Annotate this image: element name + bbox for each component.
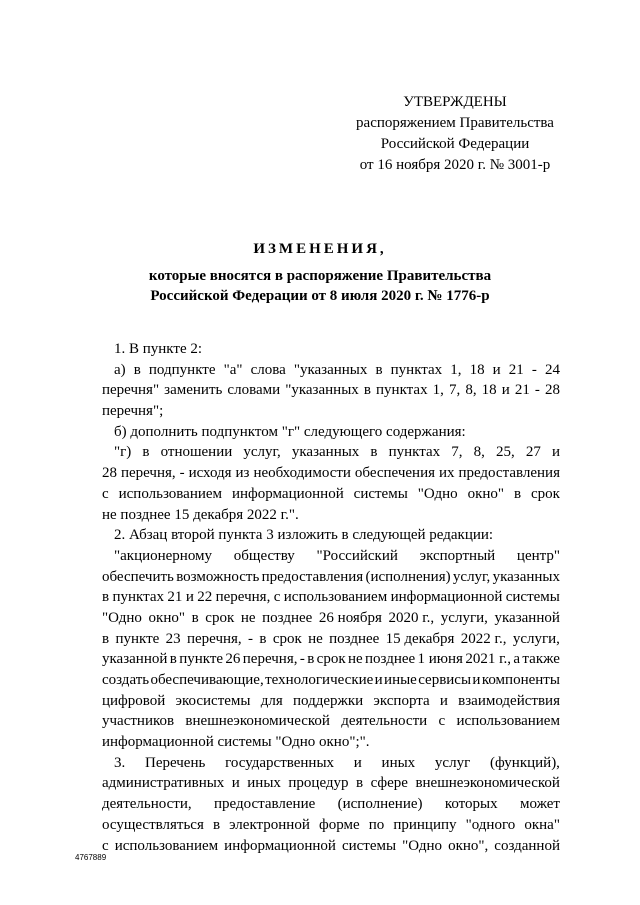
text-word: срок <box>316 651 346 668</box>
text-word: подпункте <box>148 361 216 378</box>
text-word: деятельности, <box>102 796 192 813</box>
text-word: и <box>472 672 481 688</box>
text-word: слова <box>250 361 286 378</box>
text-word: окно" <box>148 609 185 626</box>
text-word: использованием <box>456 713 560 730</box>
text-line <box>102 463 560 484</box>
text-word: принципу <box>393 816 457 833</box>
text-word: услуги, <box>440 609 488 626</box>
text-word: возможность <box>176 568 260 585</box>
text-word: использованием <box>118 485 223 502</box>
text-line <box>102 649 560 670</box>
text-word: и <box>374 672 383 688</box>
text-word: форме <box>318 816 360 833</box>
text-word: услуг, <box>243 444 281 461</box>
text-word: информационной <box>224 837 336 854</box>
footer-document-code: 4767889 <box>75 853 107 862</box>
text-word: не позднее 15 декабря 2022 г.". <box>102 506 299 523</box>
text-word: перечня, <box>186 630 242 647</box>
text-word: - <box>248 630 254 647</box>
text-word: "Одно <box>417 485 458 502</box>
text-word: услуг <box>434 754 471 771</box>
text-word: б) дополнить подпунктом "г" следующего содержания: <box>114 423 466 440</box>
document-body <box>102 339 560 856</box>
text-word: 2021 г., <box>465 651 512 668</box>
text-word: взаимодействия <box>458 692 560 709</box>
text-word: 7, <box>448 382 461 399</box>
text-word: процедур <box>288 775 349 792</box>
text-word: а <box>513 651 521 668</box>
text-line <box>102 525 560 546</box>
text-word: "г) <box>114 444 132 461</box>
text-word: 1, <box>432 382 444 399</box>
text-word: 26 ноября <box>318 609 382 626</box>
text-word: цифровой <box>102 692 166 709</box>
text-word: и <box>439 692 448 709</box>
text-word: 25, <box>495 444 515 461</box>
text-line <box>102 484 560 505</box>
text-word: информационной <box>390 589 503 606</box>
text-word: и <box>492 361 501 378</box>
text-word: сервисы <box>418 672 472 688</box>
text-line <box>102 815 560 836</box>
text-word: "указанных <box>293 361 368 378</box>
text-word: "акционерному <box>114 547 213 564</box>
approval-block <box>340 92 570 176</box>
text-word: с <box>273 589 281 606</box>
text-word: в <box>212 816 221 833</box>
text-word: обеспечить <box>102 568 174 585</box>
text-word: - <box>299 651 305 668</box>
text-word: 18 <box>481 382 497 399</box>
text-word: в <box>375 361 383 378</box>
text-word: с <box>102 485 109 502</box>
text-line <box>102 773 560 794</box>
text-word: из <box>235 465 250 482</box>
text-word: обеспечения <box>354 465 435 482</box>
text-word: 27 <box>525 444 541 461</box>
text-word: в <box>363 382 371 399</box>
text-word: и <box>551 444 560 461</box>
text-line <box>102 505 560 526</box>
text-word: перечня, <box>120 465 176 482</box>
text-word: в <box>356 775 364 792</box>
text-word: использованием <box>283 589 388 606</box>
text-word: в <box>307 651 315 668</box>
text-word: 2. Абзац второй пункта 3 изложить в следующей редакции: <box>114 527 494 544</box>
text-word: административных <box>102 775 225 792</box>
text-word: окно" <box>467 485 505 502</box>
text-word: в <box>102 589 110 606</box>
approval-heading: УТВЕРЖДЕНЫ <box>403 94 507 110</box>
text-line <box>102 711 560 732</box>
text-word: обеспечивающие, <box>150 672 264 688</box>
text-word: в <box>169 651 177 668</box>
document-title: ИЗМЕНЕНИЯ, <box>253 241 387 257</box>
text-word: внешнеэкономической <box>185 713 330 730</box>
text-word: срок <box>531 485 560 502</box>
text-line <box>102 401 560 422</box>
text-word: участников <box>102 713 175 730</box>
text-word: и <box>501 382 510 399</box>
text-word: исходя <box>188 465 232 482</box>
text-word: пункте <box>115 630 160 647</box>
text-line <box>102 422 560 443</box>
text-line <box>102 794 560 815</box>
text-word: экспортный <box>419 547 496 564</box>
text-word: пункте <box>179 651 224 668</box>
text-word: "указанных <box>285 382 359 399</box>
subtitle-line: Российской Федерации от 8 июля 2020 г. № 1776-р <box>150 288 490 304</box>
text-word: 1, <box>450 361 462 378</box>
text-word: указанных <box>291 444 360 461</box>
text-word: системы <box>505 589 560 606</box>
text-word: указанной <box>494 609 560 626</box>
text-word: "Одно <box>402 837 443 854</box>
text-word: пунктах <box>390 361 443 378</box>
approval-line: Российской Федерации <box>380 136 530 152</box>
text-word: иных <box>247 775 281 792</box>
text-word: деятельности <box>341 713 428 730</box>
text-line <box>102 670 560 691</box>
text-line <box>102 836 560 857</box>
text-word: предоставления <box>261 568 364 585</box>
text-word: сфере <box>370 775 408 792</box>
text-line <box>102 608 560 629</box>
text-word: перечня, <box>242 651 298 668</box>
text-word: центр" <box>516 547 560 564</box>
text-word: услуг, <box>452 568 491 585</box>
text-word: (функций), <box>489 754 560 771</box>
text-word: 18 <box>469 361 485 378</box>
text-word: информационной системы "Одно окно";". <box>102 734 370 751</box>
text-word: пунктах <box>388 444 441 461</box>
text-word: позднее <box>329 630 380 647</box>
text-word: перечня"; <box>102 403 164 420</box>
text-word: с <box>102 837 109 854</box>
text-word: иные <box>384 672 417 688</box>
text-word: по <box>368 816 385 833</box>
text-word: созданной <box>494 837 560 854</box>
text-word: 23 <box>165 630 181 647</box>
text-line <box>102 567 560 588</box>
text-word: может <box>519 796 560 813</box>
text-line <box>102 587 560 608</box>
text-line <box>102 546 560 567</box>
text-word: 1 июня <box>417 651 463 668</box>
text-word: в <box>513 485 522 502</box>
text-word: необходимости <box>253 465 351 482</box>
text-word: их <box>438 465 455 482</box>
text-word: а) <box>114 361 126 378</box>
text-word: в <box>259 630 267 647</box>
text-line <box>102 380 560 401</box>
text-word: для <box>260 692 283 709</box>
text-word: в <box>142 444 150 461</box>
text-word: 8, <box>465 382 477 399</box>
text-line <box>102 442 560 463</box>
text-word: указанной <box>102 651 168 668</box>
text-word: (исполнения) <box>365 568 451 585</box>
text-word: 8, <box>473 444 485 461</box>
text-word: электронной <box>229 816 310 833</box>
text-word: "Российский <box>316 547 398 564</box>
text-word: 21 <box>167 589 183 606</box>
text-word: системы <box>341 837 397 854</box>
text-word: системы <box>353 485 408 502</box>
text-word: с <box>438 713 446 730</box>
text-word: - <box>534 382 540 399</box>
text-word: 28 <box>544 382 560 399</box>
text-word: указанных <box>492 568 560 585</box>
text-word: срок <box>205 609 235 626</box>
text-word: иных <box>381 754 416 771</box>
text-word: услуги, <box>512 630 560 647</box>
text-word: не <box>347 651 363 668</box>
text-word: 15 декабря <box>385 630 455 647</box>
text-word: (исполнение) <box>337 796 423 813</box>
text-word: срок <box>272 630 302 647</box>
text-word: в <box>191 609 199 626</box>
text-word: пунктах <box>112 589 165 606</box>
text-word: 7, <box>451 444 463 461</box>
subtitle-line: которые вносятся в распоряжение Правительства <box>148 268 492 284</box>
text-word: позднее <box>262 609 313 626</box>
text-word: в <box>370 444 378 461</box>
text-word: 1. В пункте 2: <box>114 341 203 357</box>
text-word: обществу <box>233 547 295 564</box>
text-word: 21 <box>514 382 530 399</box>
text-word: "одного <box>465 816 516 833</box>
text-word: перечня" <box>102 382 160 399</box>
text-word: и <box>185 589 194 606</box>
text-word: пунктах <box>376 382 428 399</box>
text-word: компоненты <box>481 672 560 688</box>
text-word: внешнеэкономической <box>415 775 560 792</box>
text-word: 3. <box>114 754 126 771</box>
text-word: - <box>179 465 185 482</box>
text-word: 24 <box>544 361 560 378</box>
text-word: окна" <box>524 816 560 833</box>
text-word: технологические <box>265 672 374 688</box>
text-word: 2020 г., <box>388 609 435 626</box>
text-word: государственных <box>225 754 335 771</box>
text-word: информационной <box>231 485 344 502</box>
text-line <box>102 629 560 650</box>
text-word: заменить <box>164 382 223 399</box>
text-line <box>102 360 560 381</box>
text-word: в <box>133 361 141 378</box>
approval-line: распоряжением Правительства <box>356 115 554 131</box>
text-word: 26 <box>225 651 241 668</box>
text-line <box>102 753 560 774</box>
text-word: экспорта <box>373 692 430 709</box>
text-word: отношении <box>160 444 233 461</box>
text-line <box>102 339 560 360</box>
text-word: "а" <box>223 361 243 378</box>
text-word: окно", <box>448 837 489 854</box>
text-word: "Одно <box>102 609 142 626</box>
text-word: осуществляться <box>102 816 204 833</box>
text-line <box>102 691 560 712</box>
text-word: - <box>531 361 537 378</box>
text-word: и <box>231 775 240 792</box>
text-word: использованием <box>114 837 219 854</box>
text-word: создать <box>102 672 150 688</box>
text-line <box>102 732 560 753</box>
text-word: 21 <box>508 361 524 378</box>
text-word: перечня, <box>215 589 271 606</box>
text-word: которых <box>444 796 498 813</box>
approval-date-number: от 16 ноября 2020 г. № 3001-р <box>359 157 551 173</box>
text-word: экосистемы <box>175 692 251 709</box>
text-word: поддержки <box>292 692 364 709</box>
text-word: также <box>522 651 560 668</box>
text-word: предоставление <box>213 796 316 813</box>
text-word: предоставления <box>458 465 560 482</box>
text-word: позднее <box>365 651 416 668</box>
document-subtitle <box>0 266 640 306</box>
text-word: не <box>308 630 323 647</box>
text-word: Перечень <box>144 754 206 771</box>
text-word: словами <box>227 382 281 399</box>
text-word: 22 <box>197 589 213 606</box>
text-word: не <box>240 609 256 626</box>
text-word: в <box>102 630 110 647</box>
text-word: и <box>353 754 362 771</box>
text-word: 2022 г., <box>460 630 507 647</box>
text-word: 28 <box>102 465 117 482</box>
